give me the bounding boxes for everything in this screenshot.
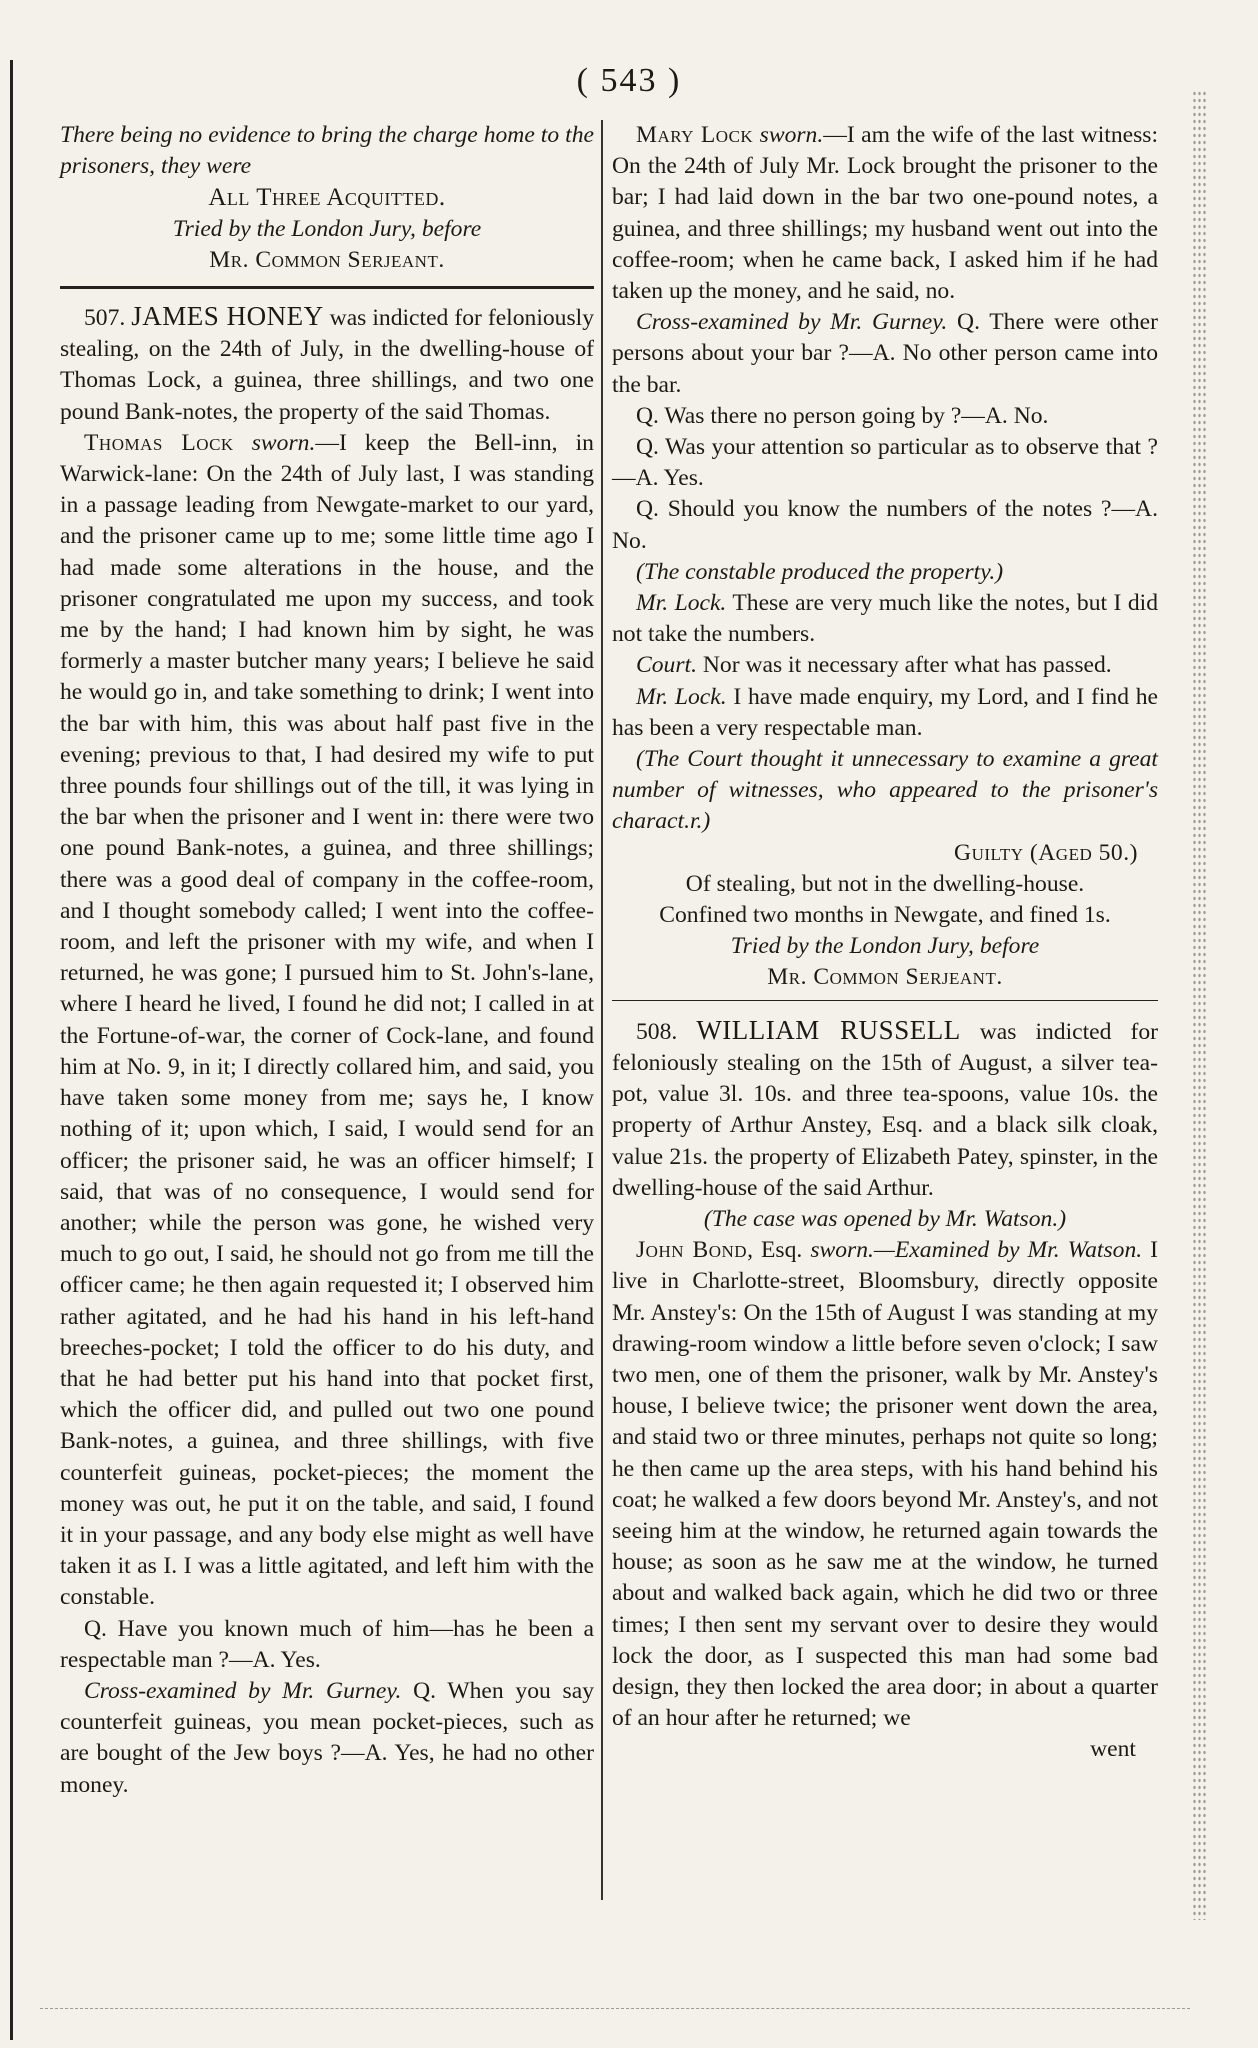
bottom-margin-mark bbox=[40, 2008, 1190, 2009]
verdict-guilty: Guilty (Aged 50.) bbox=[954, 839, 1138, 866]
mr-lock-label-1: Mr. Lock. bbox=[636, 590, 727, 617]
cross-label-2: Cross-examined by Mr. Gurney. bbox=[636, 309, 948, 336]
case-508-defendant: WILLIAM RUSSELL bbox=[696, 1014, 961, 1045]
case-508-indictment: was indicted for feloniously stealing on the 15th of August, a silver tea-pot, value 3l. 10s. and three tea-spoons, value 10s. the property of Arthur Anstey, Esq. and a black silk cloak, value 21s. the property of Elizabeth Patey, spinster, in the dwelling-house of the said Arthur. bbox=[612, 1018, 1158, 1201]
court-text: Nor was it necessary after what has passed. bbox=[702, 652, 1112, 679]
question-respectable: Q. Have you known much of him—has he been a respectable man ?—A. Yes. bbox=[60, 1615, 594, 1673]
left-column bbox=[60, 120, 594, 1801]
case-507-heading bbox=[60, 301, 594, 428]
page-number: ( 543 ) bbox=[576, 62, 682, 99]
verdict-detail: Of stealing, but not in the dwelling-house. bbox=[685, 870, 1085, 897]
mr-lock-remark-2 bbox=[612, 682, 1158, 744]
judge: Mr. Common Serjeant. bbox=[767, 964, 1003, 991]
catchword: went bbox=[1090, 1736, 1136, 1763]
cross-examination-gurney-2 bbox=[612, 307, 1158, 401]
cross-label-1: Cross-examined by Mr. Gurney. bbox=[84, 1677, 402, 1704]
binding-edge bbox=[10, 60, 13, 2040]
sentence: Confined two months in Newgate, and fined 1s. bbox=[659, 902, 1111, 929]
case-508-number: 508. bbox=[636, 1018, 678, 1045]
mary-lock-sworn: sworn. bbox=[759, 122, 824, 148]
acquittal-verdict: All Three Acquitted. bbox=[208, 184, 446, 212]
thomas-lock-speaker: Thomas Lock bbox=[84, 429, 234, 456]
john-bond-speaker: John Bond bbox=[636, 1237, 748, 1264]
question-attention: Q. Was your attention so particular as to observe that ?—A. Yes. bbox=[612, 434, 1158, 492]
question-note-numbers: Q. Should you know the numbers of the notes ?—A. No. bbox=[612, 496, 1158, 554]
mr-lock-remark-1 bbox=[612, 588, 1158, 650]
mary-lock-text: —I am the wife of the last witness: On the 24th of July Mr. Lock brought the prisoner to the bar; I had laid down in the bar two one-pound notes, a guinea, and three shillings; my husband went out into the coffee-room; when he came back, I asked him if he had taken up the money, and he said, no. bbox=[612, 122, 1159, 305]
john-bond-sworn: sworn.—Examined by Mr. Watson. bbox=[810, 1237, 1143, 1264]
case-507-defendant: JAMES HONEY bbox=[131, 301, 324, 332]
acquittal-note: There being no evidence to bring the charge home to the prisoners, they were bbox=[60, 122, 594, 180]
acquittal-judge: Mr. Common Serjeant. bbox=[209, 246, 445, 273]
acquittal-tried: Tried by the London Jury, before bbox=[172, 215, 482, 242]
mr-lock-text-2: I have made enquiry, my Lord, and I find he has been a very respectable man. bbox=[612, 683, 1158, 741]
court-remark bbox=[612, 650, 1158, 681]
case-separator-2 bbox=[612, 1000, 1158, 1001]
case-separator bbox=[60, 286, 594, 289]
mary-lock-speaker: Mary Lock bbox=[636, 122, 754, 148]
question-person-going-by: Q. Was there no person going by ?—A. No. bbox=[636, 402, 1049, 429]
court-character-note: (The Court thought it unnecessary to examine a great number of witnesses, who appeared to the prisoner's charact.r.) bbox=[612, 746, 1158, 835]
column-divider bbox=[601, 120, 603, 1900]
page-edge-speckle bbox=[1192, 90, 1206, 1920]
court-label: Court. bbox=[636, 652, 697, 679]
tried-by: Tried by the London Jury, before bbox=[730, 933, 1040, 960]
case-507-indictment: was indicted for feloniously stealing, on the 24th of July, in the dwelling-house of Thomas Lock, a guinea, three shillings, and two one pound Bank-notes, the property of the said Thomas. bbox=[60, 305, 594, 425]
thomas-lock-testimony bbox=[60, 428, 594, 1614]
mr-lock-label-2: Mr. Lock. bbox=[636, 683, 727, 710]
constable-note: (The constable produced the property.) bbox=[636, 558, 1004, 585]
cross-text-2: Q. There were other persons about your bar ?—A. No other person came into the bar. bbox=[612, 309, 1158, 398]
cross-examination-gurney-1 bbox=[60, 1676, 594, 1801]
case-507-number: 507. bbox=[84, 305, 126, 332]
cross-text-1: Q. When you say counterfeit guineas, you mean pocket-pieces, such as are bought of the Jew boys ?—A. Yes, he had no other money. bbox=[60, 1677, 594, 1798]
case-opened-note: (The case was opened by Mr. Watson.) bbox=[703, 1205, 1067, 1232]
thomas-lock-sworn: sworn. bbox=[251, 429, 316, 456]
case-508-heading bbox=[612, 1015, 1158, 1204]
john-bond-text: I live in Charlotte-street, Bloomsbury, directly opposite Mr. Anstey's: On the 15th of August I was standing at my drawing-room window a little before seven o'clock; I saw two men, one of them the prisoner, walk by Mr. Anstey's house, I believe twice; the prisoner went down the area, and staid two or three minutes, perhaps not quite so long; he then came up the area steps, with his hand behind his coat; he walked a few doors beyond Mr. Anstey's, and not seeing him at the window, he returned again towards the house; as soon as he saw me at the window, he turned about and walked back again, which he did two or three times; I then sent my servant over to desire they would lock the door, as I suspected this man had some bad design, they then locked the area door; in about a quarter of an hour after he returned; we bbox=[612, 1237, 1159, 1732]
john-bond-esq: , Esq. bbox=[747, 1237, 803, 1264]
john-bond-testimony bbox=[612, 1235, 1158, 1734]
mary-lock-testimony bbox=[612, 120, 1158, 307]
mr-lock-text-1: These are very much like the notes, but I did not take the numbers. bbox=[612, 590, 1158, 648]
thomas-lock-text: —I keep the Bell-inn, in Warwick-lane: On the 24th of July last, I was standing in a passage leading from Newgate-market to our yard, and the prisoner came up to me; some little time ago I had made some alterations in the house, and the prisoner congratulated me upon my success, and took me by the hand; I had known him by sight, he was formerly a master butcher many years; I believe he said he would go in, and take something to drink; I went into the bar with him, this was about half past five in the evening; previous to that, I had desired my wife to put three pounds four shillings out of the till, it was lying in the bar when the prisoner and I went in: there were two one pound Bank-notes, a guinea, and three shillings; there was a good deal of company in the coffee-room, and I thought somebody called; I went into the coffee-room, and left the prisoner with my wife, and when I returned, he was gone; I pursued him to St. John's-lane, where I heard he lived, I found he did not; I called in at the Fortune-of-war, the corner of Cock-lane, and found him at No. 9, in it; I directly collared him, and said, you have taken some money from me; says he, I know nothing of it; upon which, I said, I would send for an officer; the prisoner said, he was an officer himself; I said, that was of no consequence, I would send for another; while the person was gone, he wished very much to go out, I said, he should not go from me till the officer came; he then again requested it; I observed him rather agitated, and he had his hand in his left-hand breeches-pocket; I told the officer to do his duty, and that he had better put his hand into that pocket first, which the officer did, and pulled out two one pound Bank-notes, a guinea, and three shillings, with five counterfeit guineas, pocket-pieces; the moment the money was out, he put it on the table, and said, I found it in your passage, and any body else might as well have taken it as I. I was a little agitated, and left him with the constable. bbox=[60, 429, 594, 1611]
right-column bbox=[612, 120, 1158, 1766]
